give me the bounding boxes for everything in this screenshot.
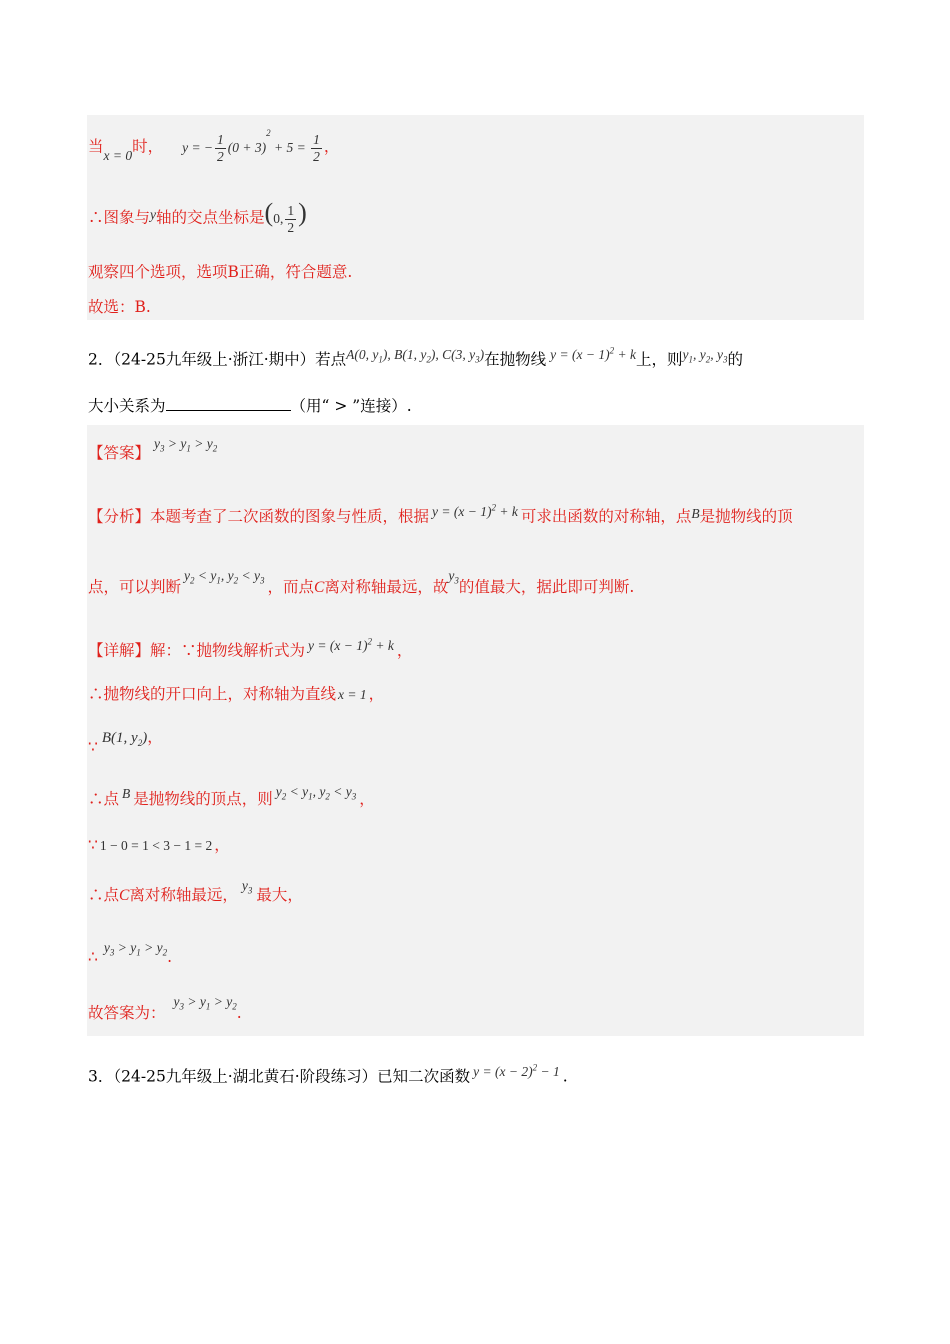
text: （24-25九年级上·湖北黄石·阶段练习）已知二次函数 [113,1067,471,1086]
text: 故答案为： [88,1004,166,1022]
math-expression: y = − $\frac{1}{2}$ $(0 + 3)^2 + 5$ = $\frac{1}{2}$ [182,128,320,164]
text: 离对称轴最远，故 [324,578,449,596]
text: 的 [727,350,743,369]
detail-tag: 【详解】 [88,641,151,660]
text: 本题考查了二次函数的图象与性质，根据 [150,507,430,526]
math-y: y [150,206,157,222]
math-inequality: $y_2 < y_1$, $y_2 < y_3$ [184,568,265,586]
answer-blank[interactable] [166,396,291,411]
math-x-eq-0: x = 0 [103,147,133,163]
question-number: 2． [88,350,114,369]
math-answer: $y_3 > y_1 > y_2$ [173,994,237,1012]
detail-line [88,784,375,815]
because-symbol: ∵ [88,738,98,756]
text: 上，则 [635,350,683,369]
text: 最大， [256,886,303,904]
math-axis: x = 1 [338,687,367,702]
text: 时， [132,137,164,156]
math-parabola: $y = (x - 1)^2 + k$ [550,345,636,362]
math-C: C [314,579,325,596]
math-function: $y = (x - 2)^2 - 1$ [473,1062,560,1079]
math-B: B [691,505,700,521]
text: ∴点 [88,886,120,904]
text: . [562,1067,568,1086]
text: 轴的交点坐标是 [156,208,265,227]
text: 的值最大，据此即可判断. [458,578,635,596]
math-point: ( [264,197,274,227]
text: 大小关系为 [88,397,166,415]
math-point-B: B(1, $y_2$) [101,730,148,748]
question-2-line [88,396,412,416]
question-number: 3． [88,1067,114,1086]
math-points: A(0, $y_1$), B(1, $y_2$), C(3, $y_3$) [346,346,485,365]
text: ∴点 [88,790,120,808]
text: 是抛物线的顶点，则 [133,790,273,808]
text: ， [214,836,230,854]
math-point: ) [298,197,307,227]
text: ∴抛物线的开口向上，对称轴为直线 [88,685,337,703]
text: （用“ > ”连接）. [290,397,412,415]
text: . [236,1004,242,1022]
text: 当 [88,137,104,156]
detail-line [88,937,173,966]
text: ， [396,641,413,660]
math-answer: $y_3 > y_1 > y_2$ [103,940,168,958]
math-B: B [122,786,131,801]
math-parabola: $y = (x - 1)^2 + k$ [432,502,518,519]
text: 离对称轴最远， [129,886,238,904]
math-y3: $y_3$ [241,878,253,896]
detail-line [88,835,230,856]
analysis-tag: 【分析】 [88,507,151,526]
text: ， [147,728,163,746]
detail-line [88,684,384,705]
math-answer: $y_3 > y_1 > y_2$ [154,436,218,454]
math-distance: 1 − 0 = 1 < 3 − 1 = 2 [99,838,213,853]
question-2-line [88,346,743,375]
analysis-line [88,503,793,528]
math-y3: $y_3$ [448,568,459,586]
analysis-line [88,568,635,603]
math-vars: $y_1$, $y_2$, $y_3$ [682,346,728,365]
text: ， [368,685,385,703]
math-parabola: $y = (x - 1)^2 + k$ [308,636,394,653]
math-C: C [119,887,130,904]
solution-line [88,197,307,236]
detail-line [88,637,412,662]
answer-tag: 【答案】 [88,444,151,462]
question-3-line [88,1063,568,1088]
detail-line [88,727,163,756]
text: 解：∵抛物线解析式为 [150,641,306,660]
text: 可求出函数的对称轴，点 [520,507,692,526]
detail-line [88,878,303,911]
text: 是抛物线的顶 [699,507,793,526]
because-symbol: ∵ [88,836,98,854]
text: （24-25九年级上·浙江·期中）若点 [113,350,347,369]
therefore-symbol: ∴ [88,948,98,966]
detail-line [88,994,242,1029]
text: 点，可以判断 [88,578,182,596]
math-inequality: $y_2 < y_1$, $y_2 < y_3$ [275,784,357,802]
text: ， [323,137,340,156]
solution-line [88,128,340,165]
text: . [167,948,173,966]
text: 在抛物线 [484,350,547,369]
text: ， [359,790,375,808]
solution-line: 观察四个选项，选项B正确，符合题意. [88,263,353,281]
text: ∴图象与 [88,208,151,227]
answer-line [88,436,218,469]
solution-line: 故选：B. [88,298,151,316]
math-point: 0, $\frac{1}{2}$ [273,203,295,235]
text: ，而点 [267,578,314,596]
